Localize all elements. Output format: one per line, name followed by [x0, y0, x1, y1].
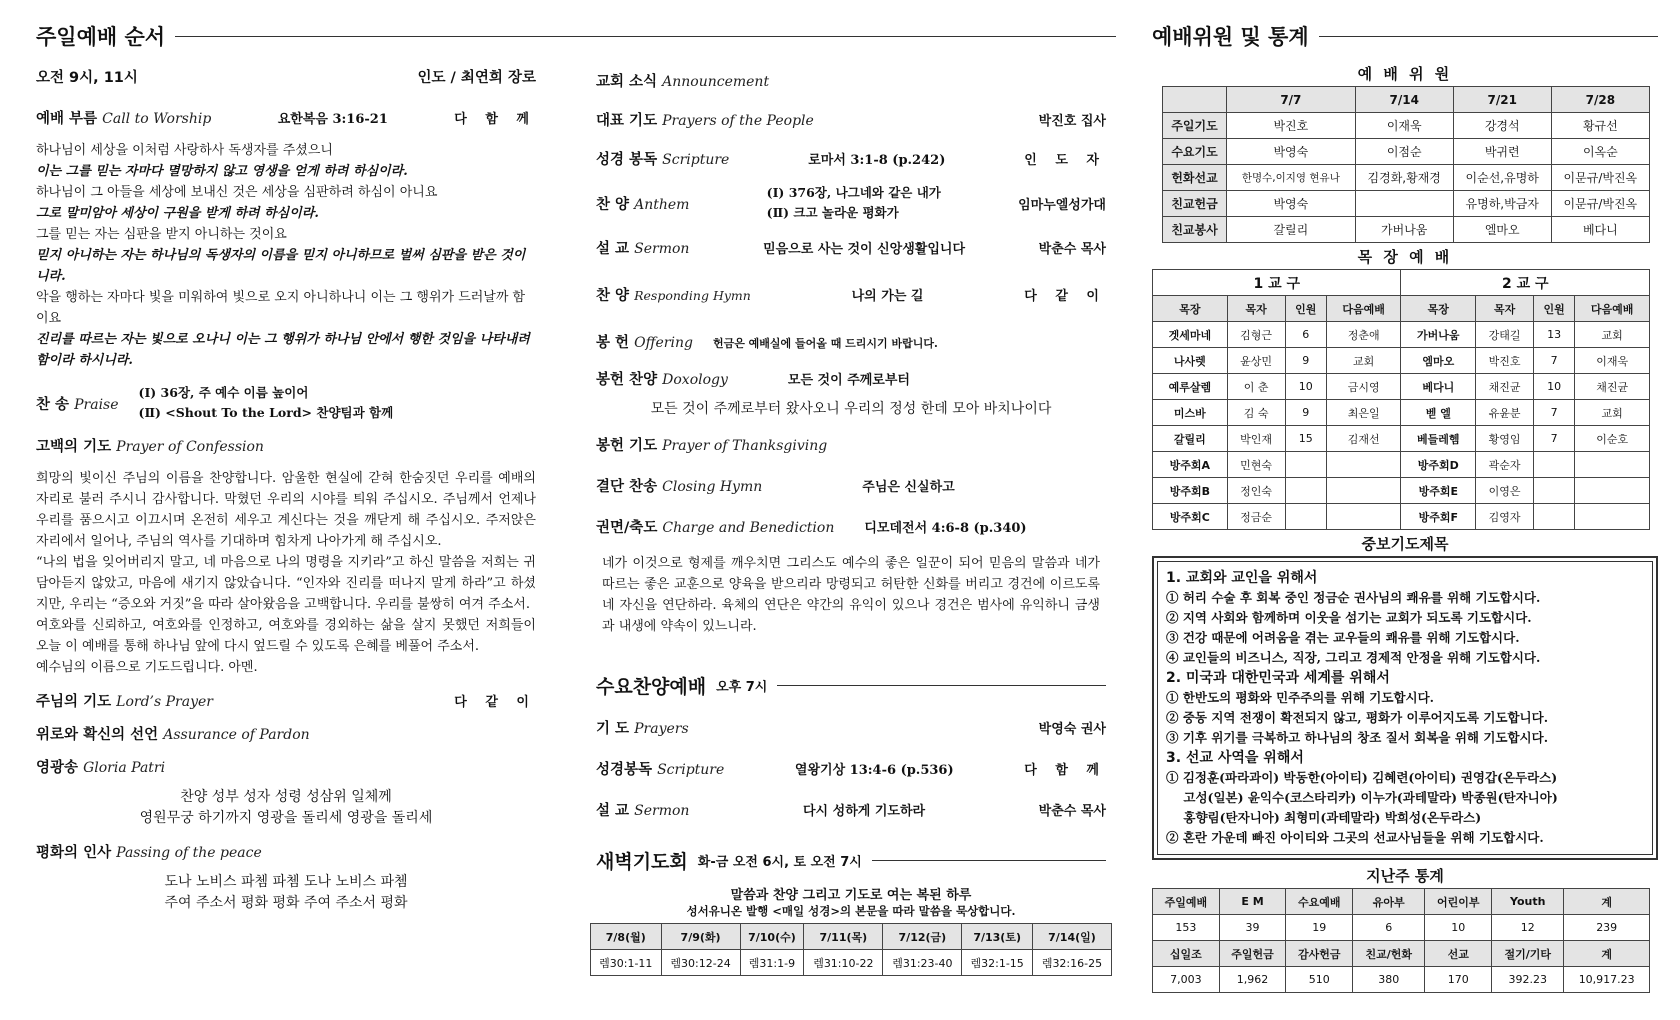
table-cell: 나사렛	[1153, 348, 1228, 374]
table-cell: 13	[1534, 322, 1575, 348]
table-cell: 방주회D	[1401, 452, 1476, 478]
committee-table: 7/7 7/14 7/21 7/28 주일기도 박진호 이재욱 강경석 황규선 수요기도 박영숙 이점순 박귀련 이옥순 헌화선교 한명수,이지영 현유나 김경화,황재경 이순선,유명하 이문규/박진옥 친교헌금 박영숙 유명하,박금자 이문규/박진옥 친교봉사 갈릴리 가버나움 엘마오 베다니	[1162, 86, 1650, 243]
table-cell: 베다니	[1401, 374, 1476, 400]
table-cell: 9	[1285, 348, 1326, 374]
wed-prayers: 기 도 Prayers 박영숙 권사	[596, 721, 1106, 737]
table-cell: 정춘애	[1326, 322, 1401, 348]
table-cell: 금시영	[1326, 374, 1401, 400]
table-cell: 7	[1534, 348, 1575, 374]
table-cell: 7	[1534, 400, 1575, 426]
table-row	[1153, 348, 1650, 374]
table-cell	[1326, 478, 1401, 504]
table-cell: 예루살렘	[1153, 374, 1228, 400]
table-cell: 최은일	[1326, 400, 1401, 426]
table-cell: 윤상민	[1227, 348, 1285, 374]
benediction: 권면/축도 Charge and Benediction 디모데전서 4:6-8 (p.340)	[596, 520, 1027, 536]
intercession-caption: 중보기도제목	[1361, 535, 1449, 553]
table-cell: 채진균	[1575, 374, 1650, 400]
table-row	[1153, 374, 1650, 400]
anthem: 찬 양 Anthem (Ⅰ) 376장, 나그네와 같은 내가 (Ⅱ) 크고 놀라운 평화가 임마누엘성가대	[596, 185, 1106, 220]
table-row	[1153, 400, 1650, 426]
gloria-patri: 영광송 Gloria Patri	[36, 760, 166, 776]
table-cell: 방주회C	[1153, 504, 1228, 530]
table-cell: 9	[1285, 400, 1326, 426]
last-week-stats-caption: 지난주 통계	[1366, 867, 1444, 885]
table-cell: 6	[1285, 322, 1326, 348]
call-to-worship-text: 하나님이 세상을 이처럼 사랑하사 독생자를 주셨으니 이는 그를 믿는 자마다 멸망하지 않고 영생을 얻게 하려 하심이라. 하나님이 그 아들을 세상에 보내신 것은 세상을 심판하려 하심이 아니요 그로 말미암아 세상이 구원을 받게 하려 하심이라. 그를 믿는 자는 심판을 받지 아니하는 것이요 믿지 아니하는 자는 하나님의 독생자의 이름을 믿지 아니하므로 벌써 심판을 받은 것이니라. 악을 행하는 자마다 빛을 미워하여 빛으로 오지 아니하나니 이는 그 행위가 드러날까 함이요 진리를 따르는 자는 빛으로 오나니 이는 그 행위가 하나님 안에서 행한 것임을 나타내려 함이라 하시니라.	[36, 143, 530, 368]
gloria-patri-lyrics: 찬양 성부 성자 성령 성삼위 일체께 영원무궁 하기까지 영광을 돌리세 영광을 돌리세	[139, 789, 433, 826]
prayer-of-thanksgiving: 봉헌 기도 Prayer of Thanksgiving	[596, 438, 828, 454]
committee-stats-heading: 예배위원 및 통계	[1152, 18, 1658, 54]
table-cell: 채진균	[1476, 374, 1534, 400]
announcement: 교회 소식 Announcement	[596, 74, 770, 90]
lords-prayer: 주님의 기도 Lord’s Prayer 다 같 이	[36, 694, 536, 710]
prayer-of-confession: 고백의 기도 Prayer of Confession	[36, 439, 264, 455]
doxology: 봉헌 찬양 Doxology 모든 것이 주께로부터	[596, 372, 910, 388]
table-cell: 베들레헴	[1401, 426, 1476, 452]
dawn-prayer-heading: 새벽기도회 화-금 오전 6시, 토 오전 7시	[596, 842, 1106, 878]
intercession-box: 1. 교회와 교인을 위해서 ① 허리 수술 후 회복 중인 정금순 권사님의 쾌유를 위해 기도합시다. ② 지역 사회와 함께하며 이웃을 섬기는 교회가 되도록 기도합시다. ③ 건강 때문에 어려움을 겪는 교우들의 쾌유를 위해 기도합시다. ④ 교인들의 비즈니스, 직장, 그리고 경제적 안정을 위해 기도합시다. 2. 미국과 대한민국과 세계를 위해서 ① 한반도의 평화와 민주주의를 위해 기도합시다. ② 중동 지역 전쟁이 확전되지 않고, 평화가 이루어지도록 기도합니다. ③ 기후 위기를 극복하고 하나님의 창조 질서 회복을 위해 기도합시다. 3. 선교 사역을 위해서 ① 김정훈(파라과이) 박동한(아이티) 김혜련(아이티) 권영갑(온두라스) 고성(일본) 윤익수(코스타리카) 이누가(과테말라) 박종원(탄자니아) 홍향림(탄자니아) 최형미(과테말라) 박희성(온두라스) ② 혼란 가운데 빠진 아이티와 그곳의 선교사님들을 위해 기도합시다.	[1152, 556, 1658, 860]
closing-hymn: 결단 찬송 Closing Hymn 주님은 신실하고	[596, 479, 955, 495]
table-cell: 10	[1534, 374, 1575, 400]
table-cell: 방주회B	[1153, 478, 1228, 504]
passing-of-peace-lyrics: 도나 노비스 파쳄 파쳄 도나 노비스 파쳄 주여 주소서 평화 평화 주여 주소서 평화	[164, 874, 408, 911]
dawn-note: 성서유니온 발행 <매일 성경>의 본문을 따라 말씀을 묵상합니다.	[686, 904, 1016, 918]
table-cell: 정인숙	[1227, 478, 1285, 504]
doxology-lyrics: 모든 것이 주께로부터 왔사오니 우리의 정성 한데 모아 바치나이다	[650, 401, 1052, 417]
table-cell: 10	[1285, 374, 1326, 400]
dawn-tagline: 말씀과 찬양 그리고 기도로 여는 복된 하루	[730, 888, 972, 903]
benediction-text: 네가 이것으로 형제를 깨우치면 그리스도 예수의 좋은 일꾼이 되어 믿음의 말씀과 네가 따르는 좋은 교훈으로 양육을 받으리라 망령되고 허탄한 신화를 버리고 경건에 이르도록 네 자신을 연단하라. 육체의 연단은 약간의 유익이 있으나 경건은 범사에 유익하니 금생과 내생에 약속이 있느니라.	[602, 556, 1100, 634]
praise: 찬 송 Praise (Ⅰ) 36장, 주 예수 이름 높이어 (Ⅱ) <Shout To the Lord> 찬양팀과 함께	[36, 385, 394, 420]
service-time-row: 오전 9시, 11시 인도 / 최연희 장로	[36, 70, 536, 86]
table-cell: 박진호	[1476, 348, 1534, 374]
table-cell	[1326, 452, 1401, 478]
cell-worship-rows	[1153, 322, 1650, 530]
table-cell: 벧 엘	[1401, 400, 1476, 426]
table-cell: 교회	[1575, 400, 1650, 426]
cell-worship-caption: 목 장 예 배	[1357, 248, 1453, 266]
wednesday-service-heading: 수요찬양예배 오후 7시	[596, 667, 1106, 703]
table-row	[1153, 452, 1650, 478]
dawn-schedule-table: 7/8(월) 7/9(화) 7/10(수) 7/11(목) 7/12(금) 7/13(토) 7/14(일) 렘30:1-11 렘30:12-24 렘31:1-9 렘31:10-22 렘31:23-40 렘32:1-15 렘32:16-25	[590, 923, 1112, 976]
table-cell	[1534, 452, 1575, 478]
table-cell: 교회	[1575, 322, 1650, 348]
committee-caption: 예 배 위 원	[1357, 65, 1453, 83]
table-cell: 이 춘	[1227, 374, 1285, 400]
table-cell: 교회	[1326, 348, 1401, 374]
table-cell: 김 숙	[1227, 400, 1285, 426]
table-cell: 방주회A	[1153, 452, 1228, 478]
assurance-of-pardon: 위로와 확신의 선언 Assurance of Pardon	[36, 727, 310, 743]
table-cell: 방주회E	[1401, 478, 1476, 504]
wed-sermon: 설 교 Sermon 다시 성하게 기도하라 박춘수 목사	[596, 803, 1106, 819]
table-cell	[1285, 504, 1326, 530]
table-row	[1153, 478, 1650, 504]
table-cell: 겟세마네	[1153, 322, 1228, 348]
table-cell: 가버나움	[1401, 322, 1476, 348]
table-cell: 유윤분	[1476, 400, 1534, 426]
cell-worship-table: 1 교 구 2 교 구 목장 목자 인원 다음예배 목장 목자 인원 다음예배 겟세마네 김형근 6 정춘애 가버나움 강태길 13 교회 나사렛 윤상민 9 교회 엠마오 박진호 7 이재욱 예루살렘 이 춘 10 금시영 베다니 채진균 10 채진균 미스바 김 숙 9 최은일 벧 엘 유윤분 7 교회 갈릴리 박인재 15 김재선 베들레헴 황영임 7 이순호 방주회A 민현숙 방주회D 곽순자 방주회B 정인숙 방주회E 이영은 방주회C 정금순 방주회F 김영자	[1152, 269, 1650, 530]
table-cell: 갈릴리	[1153, 426, 1228, 452]
table-cell	[1285, 478, 1326, 504]
table-cell: 이영은	[1476, 478, 1534, 504]
table-cell	[1326, 504, 1401, 530]
committee-stats-column	[1152, 0, 1658, 993]
sermon: 설 교 Sermon 믿음으로 사는 것이 신앙생활입니다 박춘수 목사	[596, 241, 1106, 257]
table-cell	[1285, 452, 1326, 478]
passing-of-peace: 평화의 인사 Passing of the peace	[36, 845, 262, 861]
table-cell: 방주회F	[1401, 504, 1476, 530]
table-cell: 황영임	[1476, 426, 1534, 452]
prayers-of-people: 대표 기도 Prayers of the People 박진호 집사	[596, 113, 1106, 129]
table-cell: 김영자	[1476, 504, 1534, 530]
table-cell: 정금순	[1227, 504, 1285, 530]
table-row	[1153, 504, 1650, 530]
worship-order-column-2	[596, 0, 1106, 976]
table-cell: 박인재	[1227, 426, 1285, 452]
table-row	[1153, 426, 1650, 452]
worship-order-heading: 주일예배 순서	[36, 18, 536, 54]
table-cell: 엠마오	[1401, 348, 1476, 374]
last-week-stats-table: 주일예배 E M 수요예배 유아부 어린이부 Youth 계 153 39 19 6 10 12 239 십일조 주일헌금 감사헌금 친교/헌화 선교 절기/기타 계 7,003 1,962 510 380 170 392.23 10,917.23	[1152, 888, 1650, 993]
table-cell: 7	[1534, 426, 1575, 452]
worship-order-column	[36, 0, 536, 914]
table-cell: 민현숙	[1227, 452, 1285, 478]
table-cell	[1534, 478, 1575, 504]
responding-hymn: 찬 양 Responding Hymn 나의 가는 길 다 같 이	[596, 288, 1106, 304]
table-cell: 강태길	[1476, 322, 1534, 348]
table-cell: 이재욱	[1575, 348, 1650, 374]
table-cell: 이순호	[1575, 426, 1650, 452]
table-cell	[1534, 504, 1575, 530]
table-cell: 15	[1285, 426, 1326, 452]
table-cell: 김형근	[1227, 322, 1285, 348]
table-cell	[1575, 504, 1650, 530]
scripture-reading: 성경 봉독 Scripture 로마서 3:1-8 (p.242) 인 도 자	[596, 152, 1106, 168]
table-cell	[1575, 452, 1650, 478]
table-cell	[1575, 478, 1650, 504]
wed-scripture: 성경봉독 Scripture 열왕기상 13:4-6 (p.536) 다 함 께	[596, 762, 1106, 778]
call-to-worship: 예배 부름 Call to Worship 요한복음 3:16-21 다 함 께	[36, 111, 536, 127]
offering: 봉 헌 Offering 헌금은 예배실에 들어올 때 드리시기 바랍니다.	[596, 335, 938, 351]
confession-text: 희망의 빛이신 주님의 이름을 찬양합니다. 암울한 현실에 갇혀 한숨짓던 우리를 예배의 자리로 불러 주시니 감사합니다. 막혔던 우리의 시야를 틔워 주십시오. 주님께서 언제나 우리를 품으시고 이끄시며 온전히 세우고 계신다는 것을 깨닫게 해 주십시오. 주저앉은 자리에서 일어나, 주님의 역사를 기대하며 힘차게 나아가게 해 주십시오. “나의 법을 잊어버리지 말고, 네 마음으로 나의 명령을 지키라”고 하신 말씀을 저희는 귀담아듣지 않았고, 마음에 새기지 않았습니다. “인자와 진리를 떠나지 말게 하라”고 하셨지만, 우리는 “증오와 거짓”을 따라 살아왔음을 고백합니다. 우리를 불쌍히 여겨 주소서. 여호와를 신뢰하고, 여호와를 인정하고, 여호와를 경외하는 삶을 살지 못했던 저희들이 오늘 이 예배를 통해 하나님 앞에 다시 엎드릴 수 있도록 은혜를 베풀어 주소서. 예수님의 이름으로 기도드립니다. 아멘.	[36, 471, 536, 675]
table-cell: 김재선	[1326, 426, 1401, 452]
table-cell: 미스바	[1153, 400, 1228, 426]
table-row	[1153, 322, 1650, 348]
table-cell: 곽순자	[1476, 452, 1534, 478]
